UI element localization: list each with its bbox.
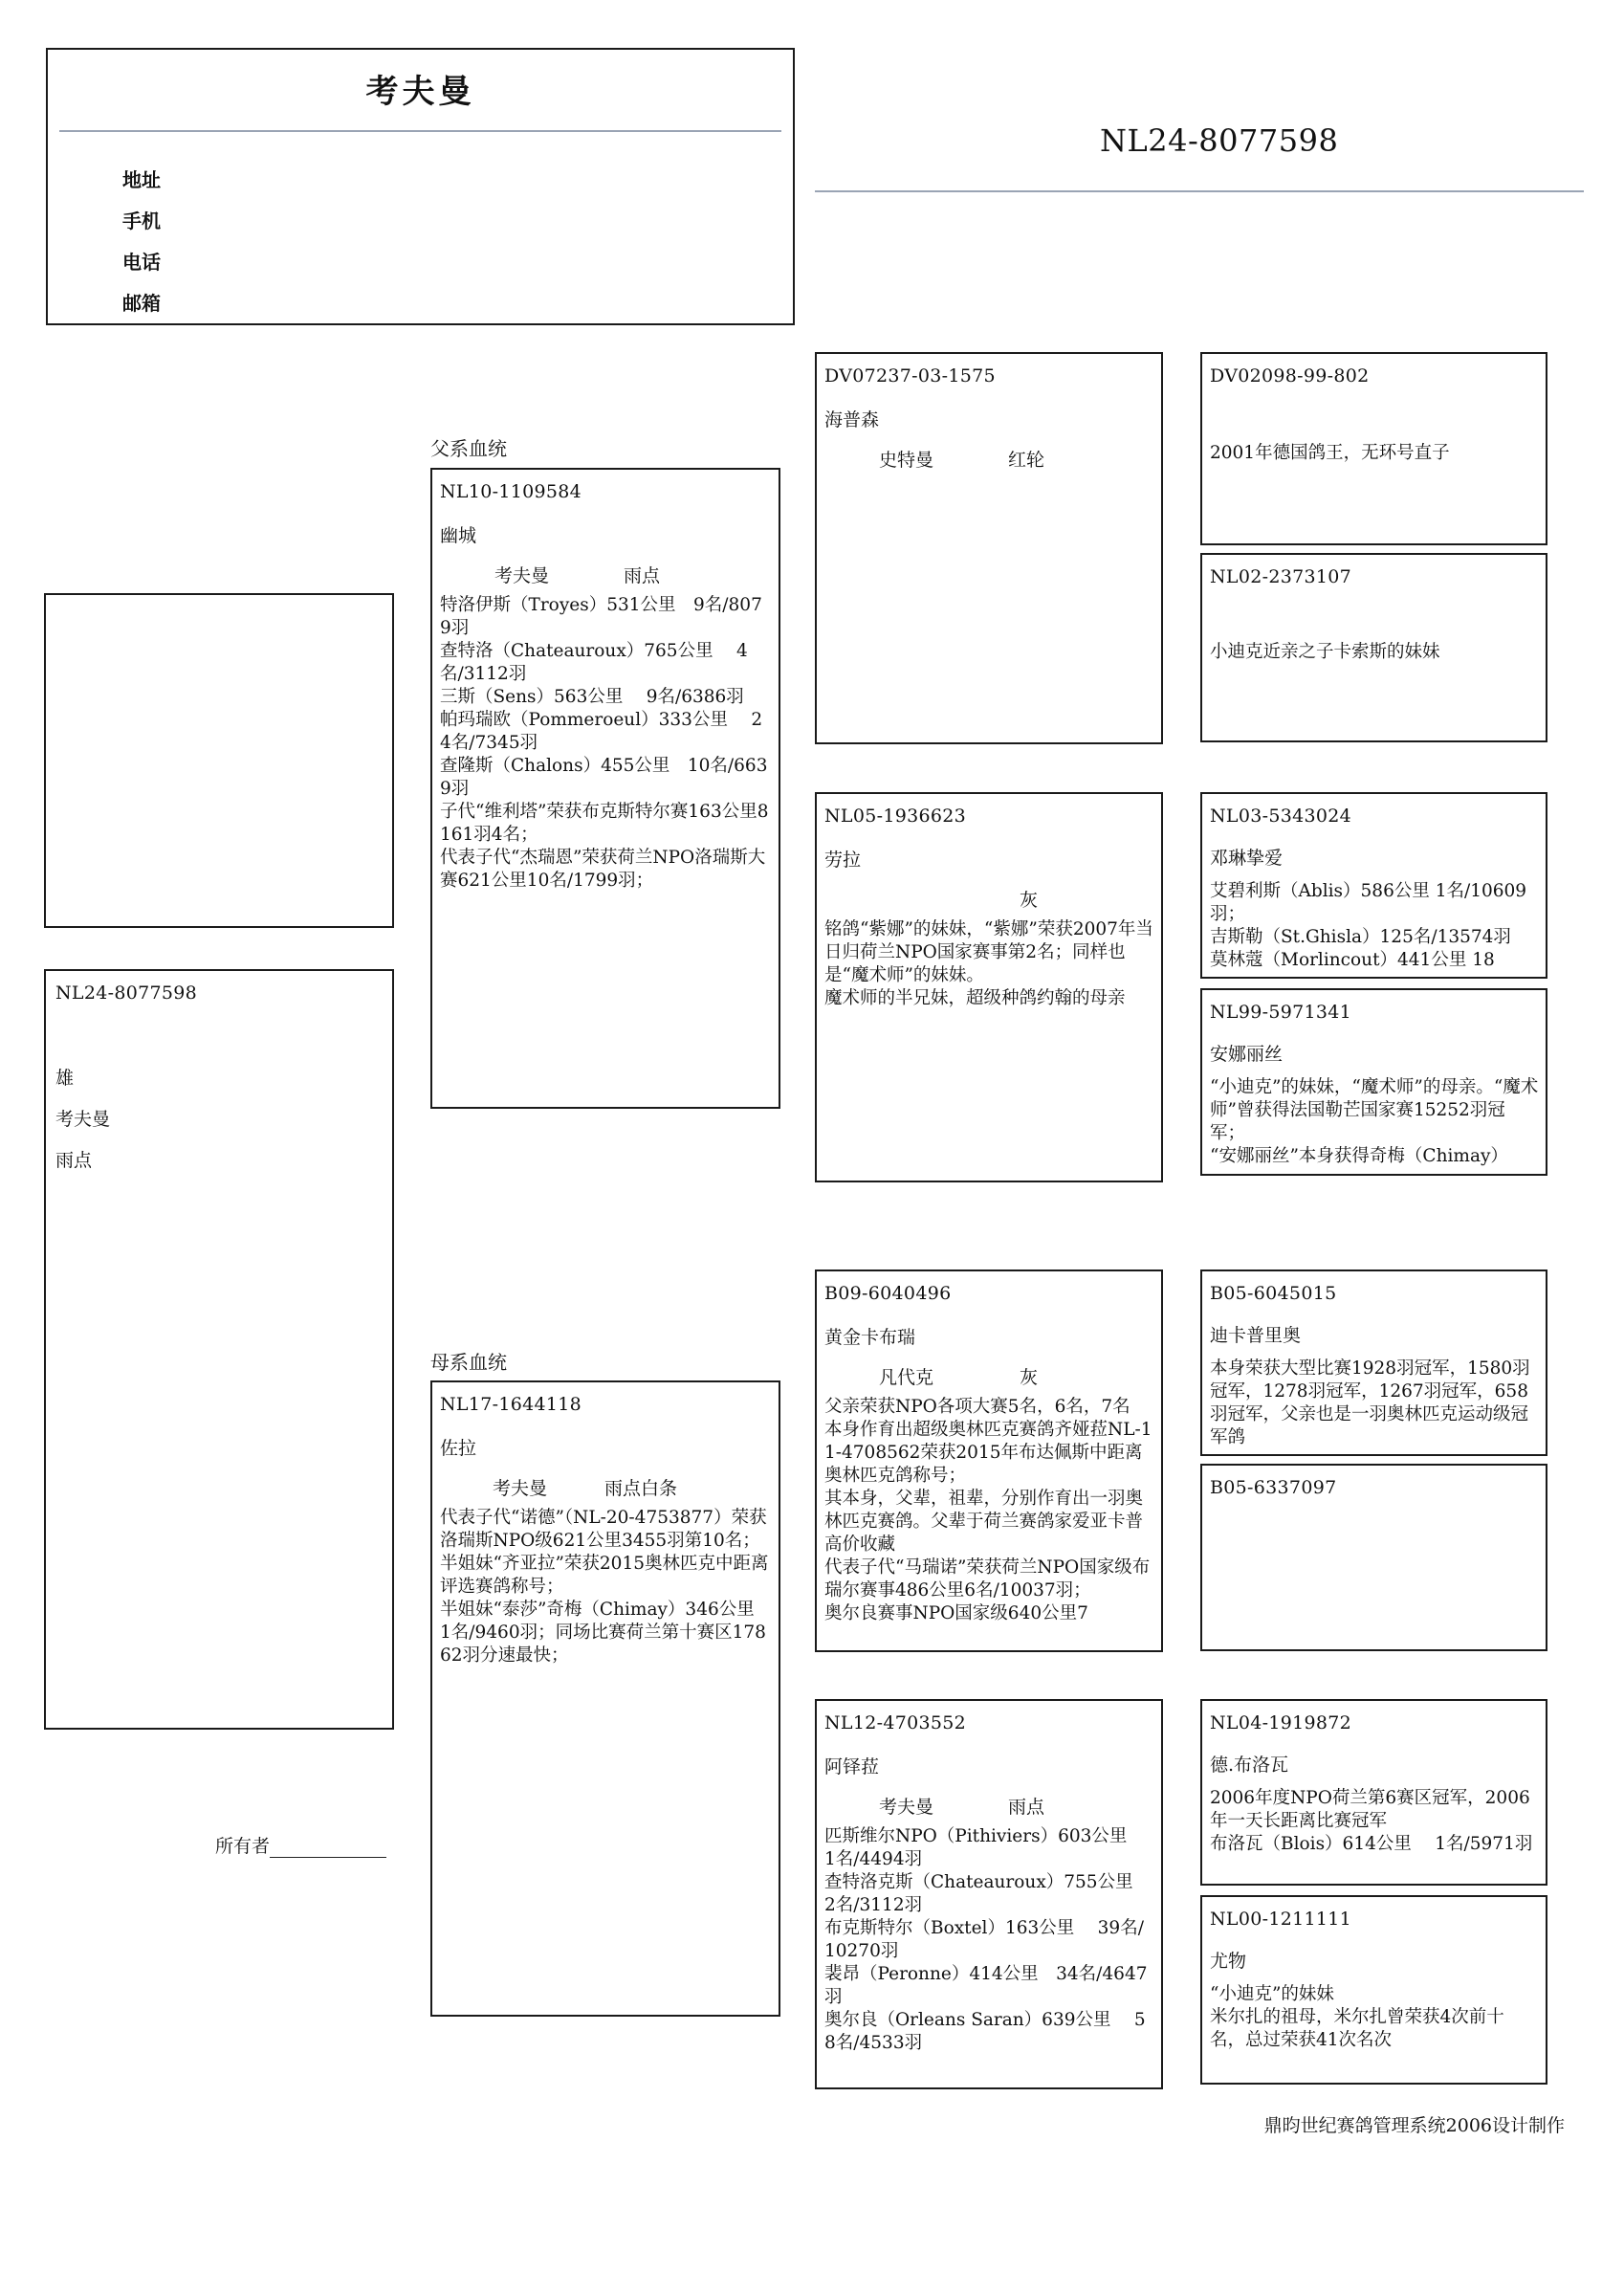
sire-sire-name: 海普森 bbox=[824, 409, 880, 430]
owner-name: 考夫曼 bbox=[365, 73, 475, 111]
sire-notes: 特洛伊斯（Troyes）531公里 9名/8079羽 查特洛（Chateauroux）765公里 4名/3112羽 三斯（Sens）563公里 9名/6386羽 帕玛瑞欧（Pommeroeul）333公里 24名/7345羽 查隆斯（Chalons）455公里 10名/6639羽 子代“维利塔”荣获布克斯特尔赛163公里8161羽4名； 代表子代“杰瑞恩”荣获荷兰NPO洛瑞斯大赛621公里10名/1799羽； bbox=[440, 595, 769, 891]
footer-credit: 鼎昀世纪赛鸽管理系统2006设计制作 bbox=[1263, 2115, 1565, 2136]
dd-sire-box bbox=[1200, 1699, 1547, 1886]
ds-dam-box bbox=[1200, 1464, 1547, 1651]
ds-sire-name: 迪卡普里奥 bbox=[1210, 1325, 1302, 1346]
sd-sire-notes: 艾碧利斯（Ablis）586公里 1名/10609羽； 吉斯勒（St.Ghisla）125名/13574羽 莫林蔻（Morlincout）441公里 18 bbox=[1210, 881, 1527, 970]
dam-dam-ring: NL12-4703552 bbox=[824, 1712, 967, 1733]
dam-dam-name: 阿铎菈 bbox=[824, 1756, 880, 1777]
sire-name: 幽城 bbox=[440, 525, 477, 546]
dam-sire-box bbox=[815, 1269, 1163, 1652]
sd-dam-notes: “小迪克”的妹妹，“魔术师”的母亲。“魔术师”曾获得法国勒芒国家赛15252羽冠军； “安娜丽丝”本身获得奇梅（Chimay） bbox=[1210, 1077, 1539, 1166]
ss-dam-ring: NL02-2373107 bbox=[1210, 566, 1352, 587]
dd-sire-notes: 2006年度NPO荷兰第6赛区冠军，2006年一天长距离比赛冠军 布洛瓦（Blois）614公里 1名/5971羽 bbox=[1210, 1788, 1533, 1854]
dd-dam-notes: “小迪克”的妹妹 米尔扎的祖母，米尔扎曾荣获4次前十名，总过荣获41次名次 bbox=[1210, 1984, 1504, 2050]
pigeon-ring-title: NL24-8077598 bbox=[1100, 122, 1339, 159]
sire-dam-ring: NL05-1936623 bbox=[824, 806, 967, 827]
sire-dam-color: 灰 bbox=[1020, 890, 1039, 911]
sd-sire-box bbox=[1200, 792, 1547, 979]
ds-sire-box bbox=[1200, 1269, 1547, 1456]
sire-dam-notes: 铭鸽“紫娜”的妹妹，“紫娜”荣获2007年当日归荷兰NPO国家赛事第2名；同样也是“魔术师”的妹妹。 魔术师的半兄妹，超级种鸽约翰的母亲 bbox=[824, 919, 1153, 1008]
dam-sire-breeder: 凡代克 bbox=[879, 1367, 934, 1388]
sire-sire-breeder: 史特曼 bbox=[879, 450, 934, 471]
dam-notes: 代表子代“诺德”（NL-20-4753877）荣获洛瑞斯NPO级621公里3455羽第10名； 半姐妹“齐亚拉”荣获2015奥林匹克中距离评选赛鸽称号； 半姐妹“泰莎”奇梅（Chimay）346公里 1名/9460羽；同场比赛荷兰第十赛区17862羽分速最快； bbox=[440, 1508, 769, 1666]
dam-box bbox=[430, 1380, 780, 2017]
sd-sire-ring: NL03-5343024 bbox=[1210, 806, 1352, 827]
dam-name: 佐拉 bbox=[440, 1438, 477, 1459]
dd-dam-box bbox=[1200, 1895, 1547, 2085]
sd-dam-ring: NL99-5971341 bbox=[1210, 1002, 1352, 1023]
dam-line-label: 母系血统 bbox=[430, 1351, 507, 1374]
sire-ring: NL10-1109584 bbox=[440, 481, 582, 502]
contact-email-label: 邮箱 bbox=[122, 292, 161, 315]
dam-color: 雨点白条 bbox=[604, 1478, 678, 1499]
sire-dam-name: 劳拉 bbox=[824, 850, 862, 871]
ss-sire-notes: 2001年德国鸽王，无环号直子 bbox=[1210, 443, 1450, 463]
sire-line-label: 父系血统 bbox=[430, 437, 507, 460]
subject-pigeon-box bbox=[44, 969, 394, 1730]
dam-sire-ring: B09-6040496 bbox=[824, 1283, 952, 1304]
contact-mobile-label: 手机 bbox=[122, 210, 161, 232]
ss-dam-box bbox=[1200, 553, 1547, 742]
subject-ring: NL24-8077598 bbox=[55, 982, 198, 1004]
sire-dam-box bbox=[815, 792, 1163, 1182]
dam-sire-name: 黄金卡布瑞 bbox=[824, 1327, 916, 1348]
owner-label-text: 所有者 bbox=[215, 1836, 271, 1857]
sd-dam-name: 安娜丽丝 bbox=[1210, 1044, 1284, 1065]
ss-sire-ring: DV02098-99-802 bbox=[1210, 365, 1370, 386]
dd-sire-name: 德.布洛瓦 bbox=[1210, 1755, 1289, 1776]
owner-signature-line bbox=[270, 1840, 386, 1858]
sire-sire-ring: DV07237-03-1575 bbox=[824, 365, 996, 386]
dam-ring: NL17-1644118 bbox=[440, 1394, 582, 1415]
subject-breeder: 考夫曼 bbox=[55, 1109, 111, 1130]
owner-signature-label bbox=[215, 1832, 386, 1858]
dam-breeder: 考夫曼 bbox=[493, 1478, 548, 1499]
subject-sex: 雄 bbox=[55, 1068, 75, 1089]
sire-color: 雨点 bbox=[624, 565, 661, 586]
owner-info-box bbox=[46, 48, 795, 325]
contact-phone-label: 电话 bbox=[122, 251, 161, 274]
dam-sire-color: 灰 bbox=[1020, 1367, 1039, 1388]
dd-sire-ring: NL04-1919872 bbox=[1210, 1712, 1352, 1733]
contact-address-label: 地址 bbox=[122, 168, 161, 191]
dd-dam-ring: NL00-1211111 bbox=[1210, 1909, 1352, 1930]
dam-dam-breeder: 考夫曼 bbox=[879, 1797, 934, 1818]
ss-sire-box bbox=[1200, 352, 1547, 545]
sire-sire-box bbox=[815, 352, 1163, 744]
dam-dam-notes: 匹斯维尔NPO（Pithiviers）603公里 1名/4494羽 查特洛克斯（Chateauroux）755公里 2名/3112羽 布克斯特尔（Boxtel）163公里 39名/10270羽 裴昂（Peronne）414公里 34名/4647羽 奥尔良（Orleans Saran）639公里 58名/4533羽 bbox=[824, 1826, 1148, 2053]
sire-sire-color: 红轮 bbox=[1008, 450, 1045, 471]
ds-sire-ring: B05-6045015 bbox=[1210, 1283, 1337, 1304]
dam-sire-notes: 父亲荣获NPO各项大赛5名，6名，7名 本身作育出超级奥林匹克赛鸽齐娅菈NL-11-4708562荣获2015年布达佩斯中距离奥林匹克鸽称号； 其本身，父辈，祖辈，分别作育出一羽奥林匹克赛鸽。父辈于荷兰赛鸽家爱亚卡普高价收藏 代表子代“马瑞诺”荣获荷兰NPO国家级布瑞尔赛事486公里6名/10037羽； 奥尔良赛事NPO国家级640公里7 bbox=[824, 1397, 1152, 1623]
sire-box bbox=[430, 468, 780, 1109]
sd-sire-name: 邓琳挚爱 bbox=[1210, 848, 1284, 869]
ring-title-divider bbox=[815, 190, 1584, 192]
dd-dam-name: 尤物 bbox=[1210, 1951, 1247, 1972]
dam-dam-color: 雨点 bbox=[1008, 1797, 1045, 1818]
ss-dam-notes: 小迪克近亲之子卡索斯的妹妹 bbox=[1210, 642, 1440, 662]
dam-dam-box bbox=[815, 1699, 1163, 2089]
subject-color: 雨点 bbox=[55, 1150, 93, 1171]
sd-dam-box bbox=[1200, 988, 1547, 1176]
ds-sire-notes: 本身荣获大型比赛1928羽冠军，1580羽冠军，1278羽冠军，1267羽冠军，658羽冠军，父亲也是一羽奥林匹克运动级冠军鸽 bbox=[1210, 1358, 1530, 1447]
pigeon-photo-frame bbox=[44, 593, 394, 928]
sire-breeder: 考夫曼 bbox=[494, 565, 550, 586]
ds-dam-ring: B05-6337097 bbox=[1210, 1477, 1337, 1498]
owner-divider bbox=[59, 130, 781, 132]
